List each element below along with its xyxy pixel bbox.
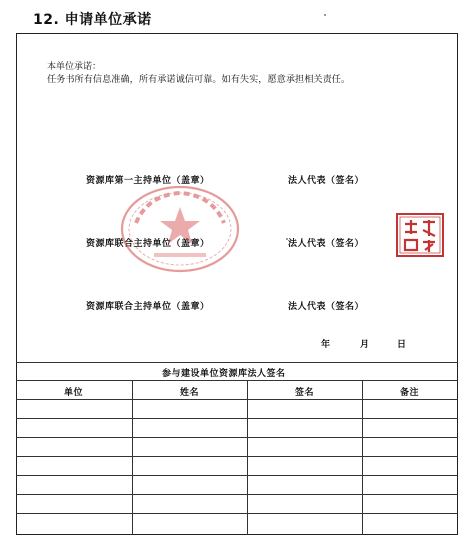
- commitment-form: [16, 33, 458, 535]
- table-row-line: [16, 418, 458, 419]
- column-header-unit: 单位: [64, 388, 84, 398]
- table-top-border: [16, 362, 458, 363]
- table-column-divider: [132, 380, 133, 535]
- scan-speck: [286, 238, 288, 240]
- table-row-line: [16, 456, 458, 457]
- commitment-intro: 本单位承诺：: [47, 62, 102, 72]
- table-row-line: [16, 437, 458, 438]
- section-title: 12. 申请单位承诺: [33, 12, 152, 28]
- column-header-name: 姓名: [180, 388, 200, 398]
- date-year: 年: [321, 340, 331, 350]
- commitment-text: 任务书所有信息准确，所有承诺诚信可靠。如有失实，愿意承担相关责任。: [47, 74, 351, 85]
- table-column-divider: [247, 380, 248, 535]
- date-day: 日: [397, 340, 407, 350]
- table-column-divider: [362, 380, 363, 535]
- table-title-divider: [16, 380, 458, 381]
- joint-rep-sign-label-1: 法人代表（签名）: [288, 239, 365, 249]
- column-header-remarks: 备注: [400, 388, 420, 398]
- scan-speck: [324, 14, 326, 16]
- table-row-line: [16, 494, 458, 495]
- representative-seal-image: [395, 212, 445, 258]
- table-row-line: [16, 475, 458, 476]
- organization-stamp-image: [118, 183, 242, 275]
- date-month: 月: [360, 340, 370, 350]
- lead-rep-sign-label: 法人代表（签名）: [288, 176, 365, 186]
- lead-org-seal-label: 资源库第一主持单位（盖章）: [86, 176, 210, 186]
- joint-rep-sign-label-2: 法人代表（签名）: [288, 302, 365, 312]
- column-header-signature: 签名: [295, 388, 315, 398]
- table-header-divider: [16, 399, 458, 400]
- joint-org-seal-label-2: 资源库联合主持单位（盖章）: [86, 302, 210, 312]
- joint-org-seal-label-1: 资源库联合主持单位（盖章）: [86, 239, 210, 249]
- table-row-line: [16, 513, 458, 514]
- table-title: 参与建设单位资源库法人签名: [162, 369, 286, 379]
